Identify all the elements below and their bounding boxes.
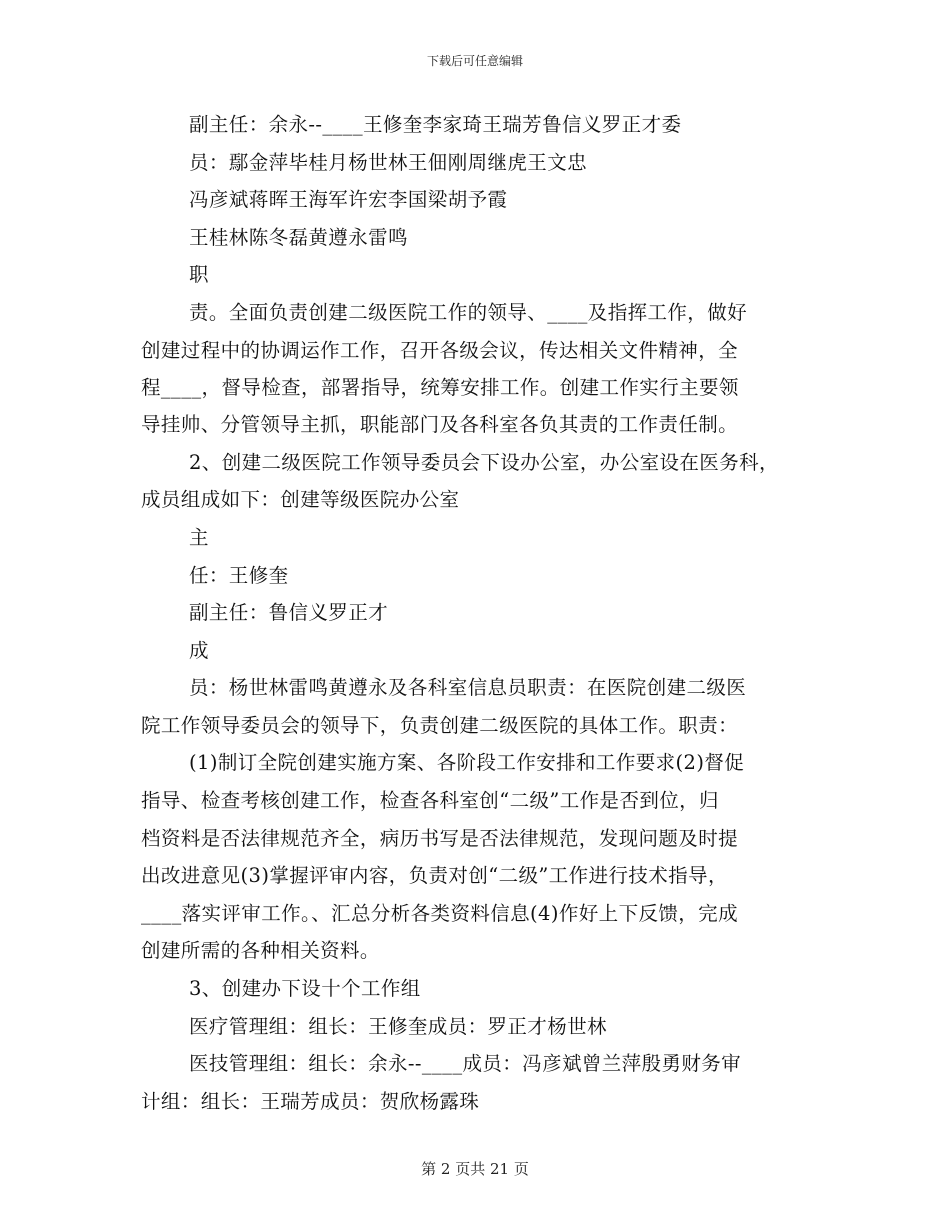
page-header-note: 下载后可任意编辑 (426, 54, 523, 68)
text-line: 任：王修奎 (189, 564, 289, 587)
text-line: 创建所需的各种相关资料。 (141, 939, 380, 962)
text-line: 创建过程中的协调运作工作，召开各级会议，传达相关文件精神，全 (141, 339, 739, 362)
text-line: 院工作领导委员会的领导下，负责创建二级医院的具体工作。职责： (141, 714, 739, 737)
text-line: 成员组成如下：创建等级医院办公室 (141, 488, 460, 511)
text-line: 冯彦斌蒋晖王海军许宏李国梁胡予霞 (189, 188, 508, 211)
text-line: 2、创建二级医院工作领导委员会下设办公室，办公室设在医务科， (189, 451, 779, 474)
text-line: 王桂林陈冬磊黄遵永雷鸣 (189, 226, 408, 249)
text-line: 副主任：余永--____王修奎李家琦王瑞芳鲁信义罗正才委 (189, 113, 682, 136)
text-line: 出改进意见(3)掌握评审内容，负责对创“二级”工作进行技术指导， (141, 864, 728, 887)
text-line: 副主任：鲁信义罗正才 (189, 601, 389, 624)
text-line: 责。全面负责创建二级医院工作的领导、____及指挥工作，做好 (189, 301, 748, 324)
text-line: 员：鄢金萍毕桂月杨世林王佃刚周继虎王文忠 (189, 151, 588, 174)
text-line: 医疗管理组：组长：王修奎成员：罗正才杨世林 (189, 1015, 607, 1038)
text-line: ____落实评审工作。、汇总分析各类资料信息(4)作好上下反馈，完成 (141, 902, 738, 925)
text-line: 医技管理组：组长：余永--____成员：冯彦斌曾兰萍殷勇财务审 (189, 1052, 742, 1075)
text-line: (1)制订全院创建实施方案、各阶段工作安排和工作要求(2)督促 (189, 751, 745, 774)
text-line: 职 (189, 263, 209, 286)
text-line: 3、创建办下设十个工作组 (189, 977, 421, 1000)
text-line: 员：杨世林雷鸣黄遵永及各科室信息员职责：在医院创建二级医 (189, 676, 747, 699)
text-line: 导挂帅、分管领导主抓，职能部门及各科室各负其责的工作责任制。 (141, 413, 739, 436)
text-line: 档资料是否法律规范齐全，病历书写是否法律规范，发现问题及时提 (141, 827, 739, 850)
text-line: 计组：组长：王瑞芳成员：贺欣杨露珠 (141, 1090, 480, 1113)
text-line: 成 (189, 639, 209, 662)
text-line: 指导、检查考核创建工作，检查各科室创“二级”工作是否到位，归 (141, 789, 719, 812)
page-number: 第 2 页共 21 页 (421, 1160, 529, 1178)
text-line: 程____，督导检查，部署指导，统筹安排工作。创建工作实行主要领 (141, 376, 739, 399)
text-line: 主 (189, 526, 209, 549)
